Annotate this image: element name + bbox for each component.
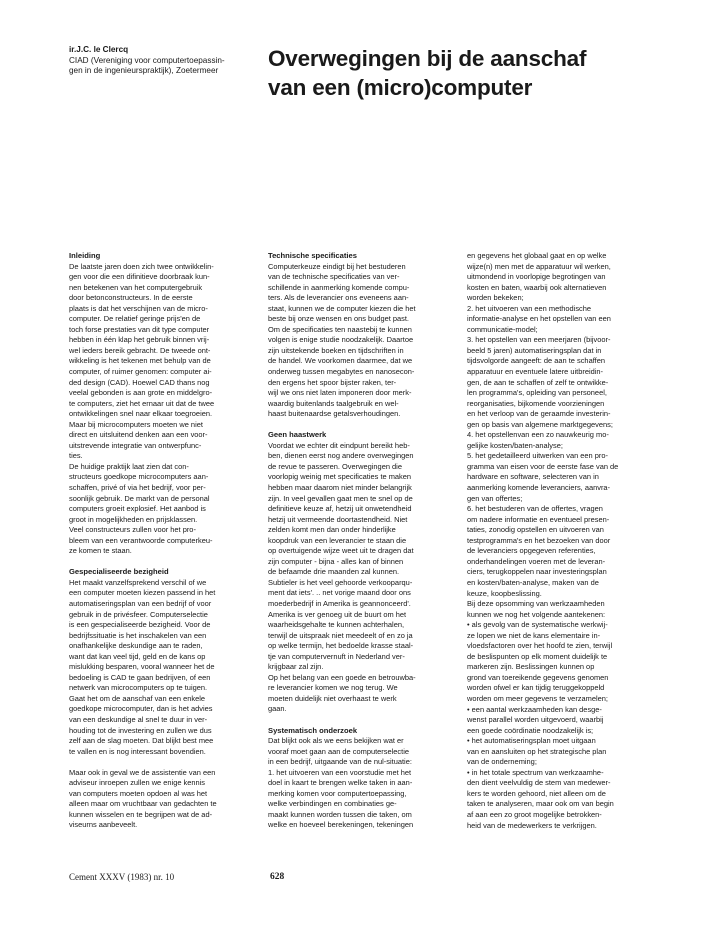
section-heading-inleiding: Inleiding — [69, 251, 101, 260]
section-heading-systematisch-onderzoek: Systematisch onderzoek — [268, 725, 358, 735]
author-name: ir.J.C. le Clercq — [69, 45, 129, 54]
paragraph: Voordat we echter dit eindpunt bereikt heb- ben, dienen eerst nog andere overwegingen de revue te passeren. Overwegingen die voorlopig weinig met specificaties te maken hebben maar daarom niet minder belangrijk zijn. In veel gevallen gaat men te snel op de definitieve keuze af, hetzij uit onwetendheid hetzij uit vermeende doortastendheid. Niet zelden komt men dan onder hinderlijke koopdruk van een leverancier te staan die op overtuigende wijze weet uit te dragen dat zijn computer - bijna - alles kan of binnen de befaamde drie maanden zal kunnen. Subtieler is het veel gehoorde verkooparqu- ment dat iets'. .. net vorige maand door ons moederbedrijf in Amerika is geannonceerd'. Amerika is ver genoeg uit de buurt om het waarheidsgehalte te kunnen achterhalen, terwijl de uitspraak niet meedeelt of en zo ja op welke termijn, het bedoelde krasse staal- tje van computervernuft in Nederland ver- krijgbaar zal zijn. Op het belang van een goede en betrouwba- re leverancier komen we nog terug. We moeten duidelijk niet overhaast te werk gaan. — [268, 440, 416, 714]
text-column-1 — [69, 251, 261, 831]
paragraph: Dat blijkt ook als we eens bekijken wat er vooraf moet gaan aan de computerselectie in een bedrijf, uitgaande van de nul-situatie: 1. het uitvoeren van een voorstudie met het doel in kaart te brengen welke taken in aan- merking komen voor computertoepassing, welke verbindingen en combinaties ge- maakt kunnen worden tussen die taken, om welke en hoeveel berekeningen, tekeningen — [268, 736, 414, 830]
section-heading-geen-haastwerk: Geen haastwerk — [268, 430, 327, 440]
paragraph: en gegevens het globaal gaat en op welke wijze(n) men met de apparatuur wil werken, uitmondend in voorlopige begrotingen van kosten en baten, waarbij ook alternatieven worden bekeken; 2. het uitvoeren van een methodische informatie-analyse en het opstellen van een communicatie-model; 3. het opstellen van een meerjaren (bijvoor- beeld 5 jaren) automatiseringsplan dat in tijdsvolgorde aangeeft: de aan te schaffen apparatuur en eventuele latere uitbreidin- gen, de aan te schaffen of zelf te ontwikke- len programma's, opleiding van personeel, reorganisaties, bijkomende voorzieningen en het verloop van de geraamde investerin- gen op basis van algemene marktgegevens; 4. het opstellenvan een zo nauwkeurig mo- gelijke kosten/baten-analyse; 5. het gedetailleerd uitwerken van een pro- gramma van eisen voor de eerste fase van de hardware en software, selecteren van in aanmerking komende leveranciers, aanvra- gen van offertes; 6. het bestuderen van de offertes, vragen om nadere informatie en eventueel presen- taties, zonodig opstellen en uitvoeren van testprogramma's en het bezoeken van door de leveranciers opgegeven referenties, onderhandelingen voeren met de leveran- ciers, terugkoppelen naar investeringsplan en kosten/baten-analyse, maken van de keuze, koopbeslissing. Bij deze opsomming van werkzaamheden kunnen we nog het volgende aantekenen: • als gevolg van de systematische werkwij- ze lopen we niet de kans elementaire in- vloedsfactoren over het hoofd te zien, terwijl de beslispunten op elk moment duidelijk te markeren zijn. Beslissingen kunnen op grond van toereikende gegevens genomen worden ofwel er kan tijdig teruggekoppeld worden om meer gegevens te verzamelen; • een aantal werkzaamheden kan desge- wenst parallel worden uitgevoerd, waarbij een goede coördinatie noodzakelijk is; • het automatiseringsplan moet uitgaan van en aansluiten op het strategische plan van de onderneming; • in het totale spectrum van werkzaamhe- den dient veelvuldig de stem van medewer- kers te worden gehoord, niet alleen om de taken te analyseren, maar ook om van begin af aan een zo groot mogelijke betrokken- heid van de medewerkers te verkrijgen. — [467, 251, 619, 830]
paragraph: De laatste jaren doen zich twee ontwikkelin- gen voor die een difinitieve doorbraak kun- nen betekenen van het computergebruik door betonconstructeurs. In de eerste plaats is dat het verschijnen van de micro- computer. De relatief geringe prijs'en de toch forse prestaties van dit type computer hebben in één klap het gebruik binnen vrij- wel ieders bereik gebracht. De tweede ont- wikkeling is het tekenen met behulp van de computer, of ruimer genomen: computer ai- ded design (CAD). Hoewel CAD thans nog veelal gebonden is aan grote en middelgro- te computers, ziet het ernaar uit dat de twee ontwikkelingen snel naar elkaar toegroeien. Maar bij microcomputers moeten we niet direct en uitsluitend denken aan een voor- uitstrevende integratie van ontwerpfunc- ties. De huidige praktijk laat zien dat con- structeurs goedkope microcomputers aan- schaffen, privé of via het bedrijf, voor per- soonlijk gebruik. De markt van de personal computers groeit explosief. Het aanbod is groot in mogelijkheden en prijsklassen. Veel constructeurs zullen voor het pro- bleem van een verantwoorde computerkeu- ze komen te staan. — [69, 261, 215, 556]
author-block — [69, 45, 259, 77]
text-column-3 — [467, 251, 659, 831]
journal-footer: Cement XXXV (1983) nr. 10 — [69, 872, 175, 882]
author-affiliation: CIAD (Vereniging voor computertoepassin- gen in de ingenieurspraktijk), Zoetermeer — [69, 55, 225, 76]
section-heading-gespecialiseerde-bezigheid: Gespecialiseerde bezigheid — [69, 567, 169, 577]
text-column-2 — [268, 251, 460, 831]
paragraph: Computerkeuze eindigt bij het bestuderen van de technische specificaties van ver- schillende in aanmerking komende compu- ters. Als de leverancier ons eveneens aan- staat, kunnen we de computer kiezen die het beste bij onze wensen en ons budget past. Om de specificaties ten naastebij te kunnen volgen is enige studie noodzakelijk. Daartoe zijn uitstekende boeken en tijdschriften in de handel. We voorkomen daarmee, dat we onderweg tussen megabytes en nanosecon- den ergens het spoor bijster raken, ter- wijl we ons niet laten imponeren door merk- waardig buitenlands taalgebruik en wel- haast buitenaardse getalsverhoudingen. — [268, 261, 416, 419]
article-title: Overwegingen bij de aanschaf van een (micro)computer — [268, 46, 587, 100]
page-number: 628 — [270, 872, 285, 882]
section-heading-technische-specificaties: Technische specificaties — [268, 251, 357, 260]
paragraph: Het maakt vanzelfsprekend verschil of we een computer moeten kiezen passend in het automatiseringsplan van een bedrijf of voor gebruik in de privésfeer. Computerselectie is een gespecialiseerde bezigheid. Voor de bedrijfssituatie is het inschakelen van een onafhankelijke deskundige aan te raden, want dat kan veel tijd, geld en de kans op mislukking besparen, vooral wanneer het de bedoeling is CAD te gaan bedrijven, of een netwerk van microcomputers op te tuigen. Gaat het om de aanschaf van een enkele goedkope microcomputer, dan is het advies van een deskundige al snel te duur in ver- houding tot de investering en zullen we dus zelf aan de slag moeten. Dat blijkt best mee te vallen en is nog interessant bovendien. — [69, 577, 216, 756]
paragraph: Maar ook in geval we de assistentie van een adviseur inroepen zullen we enige kennis van computers moeten opdoen al was het alleen maar om vruchtbaar van gedachten te kunnen wisselen en te begrijpen wat de ad- viseurns aanbeveelt. — [69, 767, 217, 830]
